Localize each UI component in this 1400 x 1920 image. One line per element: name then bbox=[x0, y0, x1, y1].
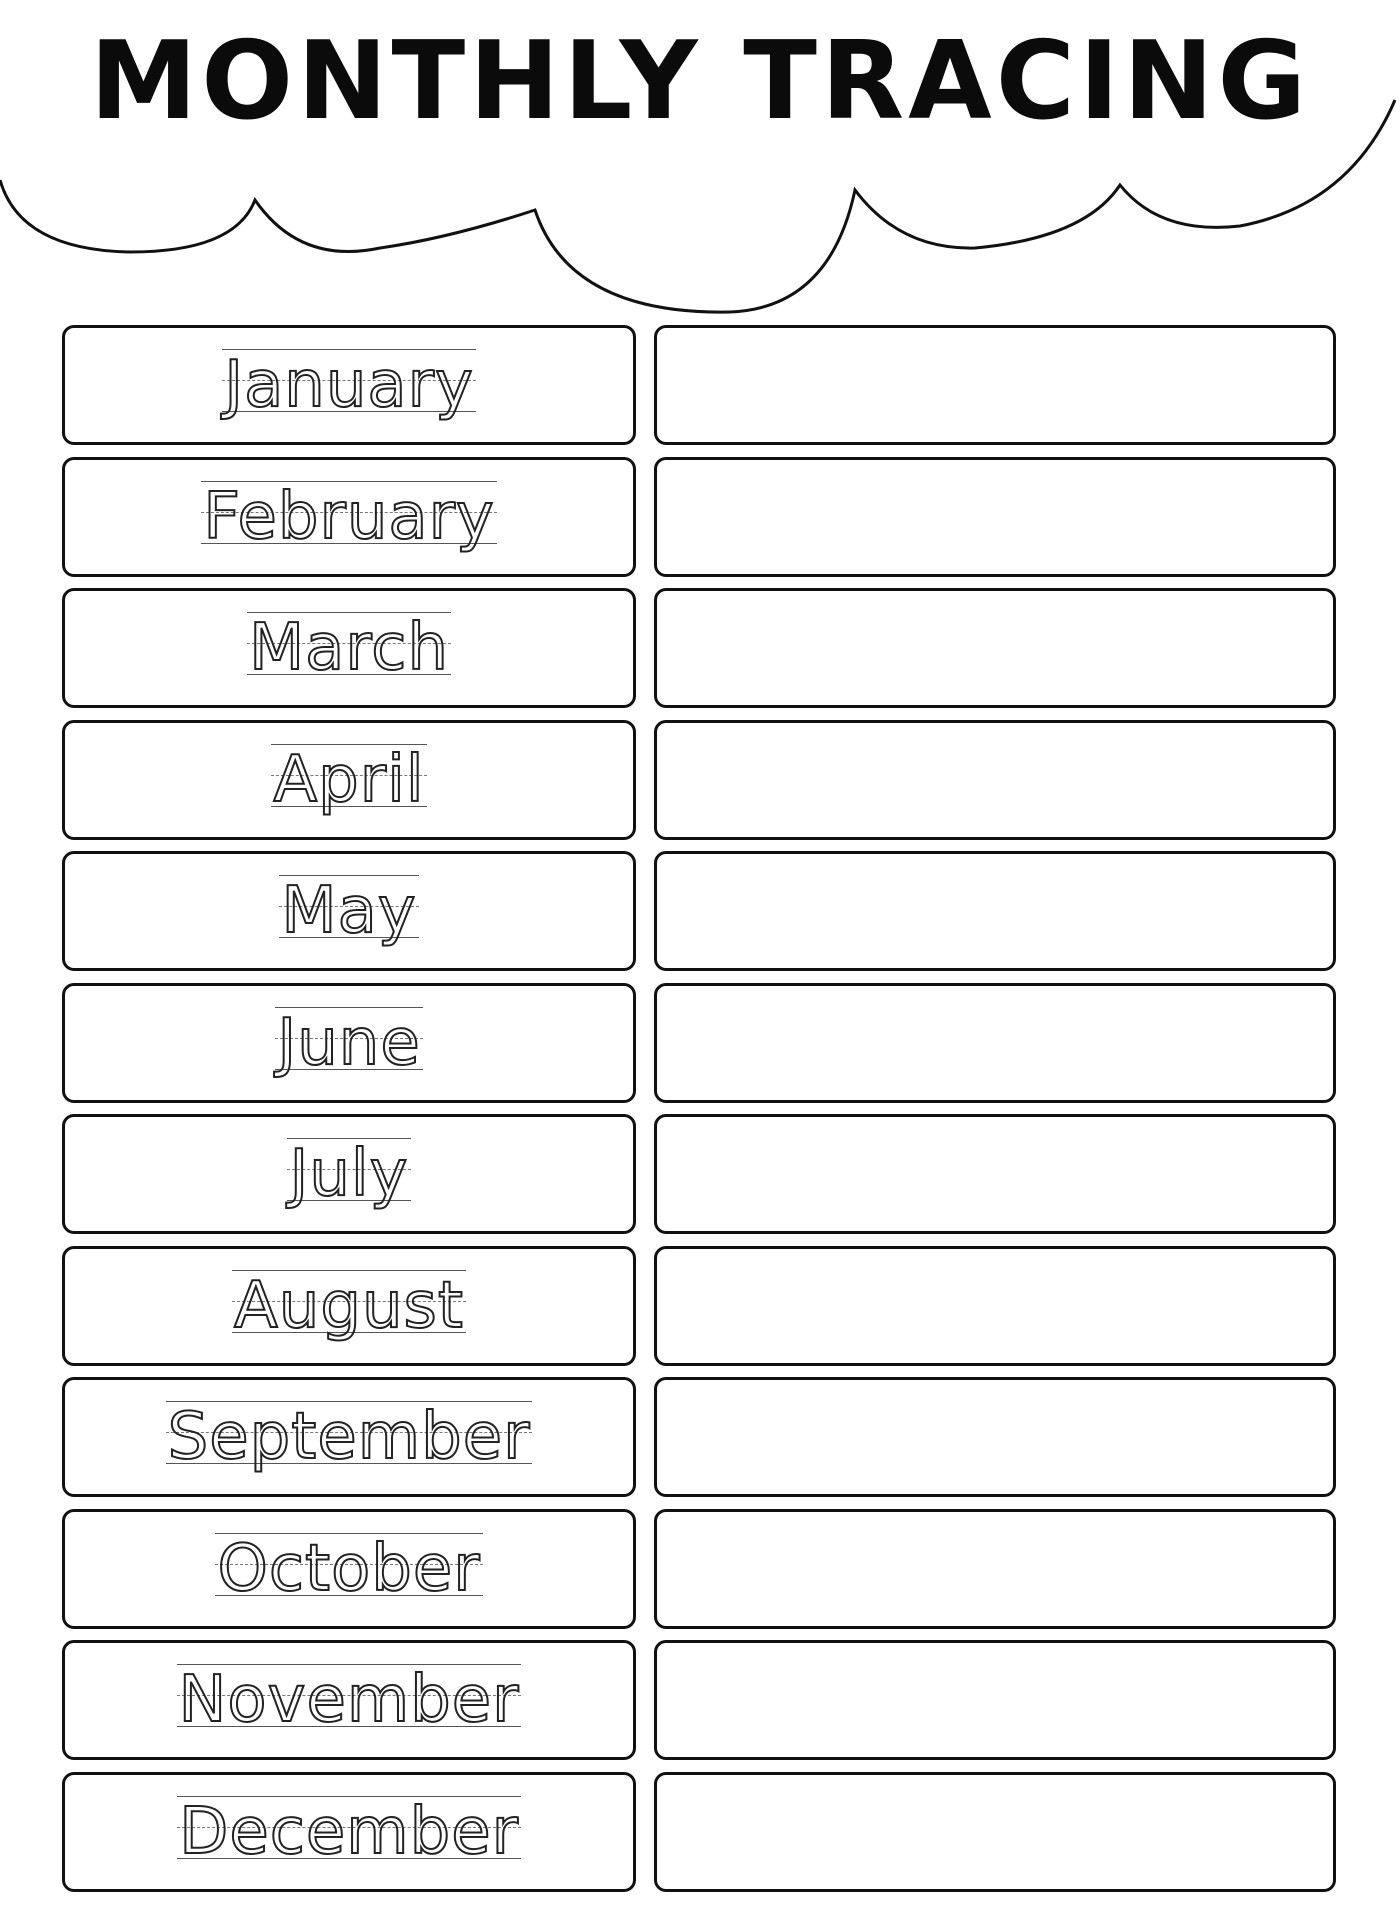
tracing-guides bbox=[215, 1531, 482, 1606]
tracing-guides bbox=[232, 1268, 466, 1343]
writing-box[interactable] bbox=[654, 1114, 1336, 1234]
month-trace-word: May bbox=[281, 874, 417, 948]
tracing-guides bbox=[201, 479, 497, 554]
month-row-october bbox=[62, 1509, 1336, 1629]
month-name-box bbox=[62, 325, 636, 445]
month-row-april bbox=[62, 720, 1336, 840]
month-trace-word: September bbox=[167, 1400, 531, 1474]
month-row-december bbox=[62, 1772, 1336, 1892]
writing-box[interactable] bbox=[654, 1772, 1336, 1892]
tracing-guides bbox=[177, 1663, 522, 1737]
month-name-box bbox=[62, 1509, 636, 1629]
month-name-box bbox=[62, 720, 636, 840]
tracing-guides bbox=[166, 1400, 533, 1474]
month-trace-word: December bbox=[179, 1794, 519, 1869]
month-trace-word: January bbox=[224, 348, 474, 422]
month-trace-word: March bbox=[248, 611, 450, 685]
month-row-july bbox=[62, 1114, 1336, 1234]
writing-box[interactable] bbox=[654, 720, 1336, 840]
writing-box[interactable] bbox=[654, 1246, 1336, 1366]
month-trace-word: November bbox=[178, 1663, 520, 1737]
writing-box[interactable] bbox=[654, 1640, 1336, 1760]
month-row-august bbox=[62, 1246, 1336, 1366]
month-name-box bbox=[62, 1114, 636, 1234]
month-row-may bbox=[62, 851, 1336, 971]
month-row-march bbox=[62, 588, 1336, 708]
month-row-june bbox=[62, 983, 1336, 1103]
writing-box[interactable] bbox=[654, 588, 1336, 708]
month-trace-word: June bbox=[277, 1005, 421, 1080]
month-name-box bbox=[62, 1246, 636, 1366]
month-trace-word: October bbox=[217, 1531, 481, 1606]
month-name-box bbox=[62, 851, 636, 971]
month-trace-word: February bbox=[203, 479, 495, 554]
month-trace-word: August bbox=[234, 1268, 464, 1343]
tracing-guides bbox=[279, 874, 418, 948]
month-trace-word: July bbox=[289, 1137, 409, 1211]
writing-box[interactable] bbox=[654, 983, 1336, 1103]
page-title: MONTHLY TRACING bbox=[89, 19, 1311, 144]
month-name-box bbox=[62, 457, 636, 577]
month-trace-word: April bbox=[273, 742, 425, 817]
month-row-january bbox=[62, 325, 1336, 445]
writing-box[interactable] bbox=[654, 1509, 1336, 1629]
writing-box[interactable] bbox=[654, 851, 1336, 971]
month-name-box bbox=[62, 1772, 636, 1892]
tracing-guides bbox=[275, 1005, 422, 1080]
writing-box[interactable] bbox=[654, 1377, 1336, 1497]
tracing-guides bbox=[177, 1794, 521, 1869]
month-row-september bbox=[62, 1377, 1336, 1497]
tracing-guides bbox=[271, 742, 426, 817]
month-name-box bbox=[62, 983, 636, 1103]
month-rows bbox=[62, 325, 1336, 1903]
month-name-box bbox=[62, 588, 636, 708]
writing-box[interactable] bbox=[654, 325, 1336, 445]
tracing-guides bbox=[247, 611, 451, 685]
tracing-guides bbox=[287, 1137, 410, 1211]
month-row-november bbox=[62, 1640, 1336, 1760]
month-name-box bbox=[62, 1377, 636, 1497]
month-row-february bbox=[62, 457, 1336, 577]
tracing-guides bbox=[222, 348, 476, 422]
month-name-box bbox=[62, 1640, 636, 1760]
writing-box[interactable] bbox=[654, 457, 1336, 577]
